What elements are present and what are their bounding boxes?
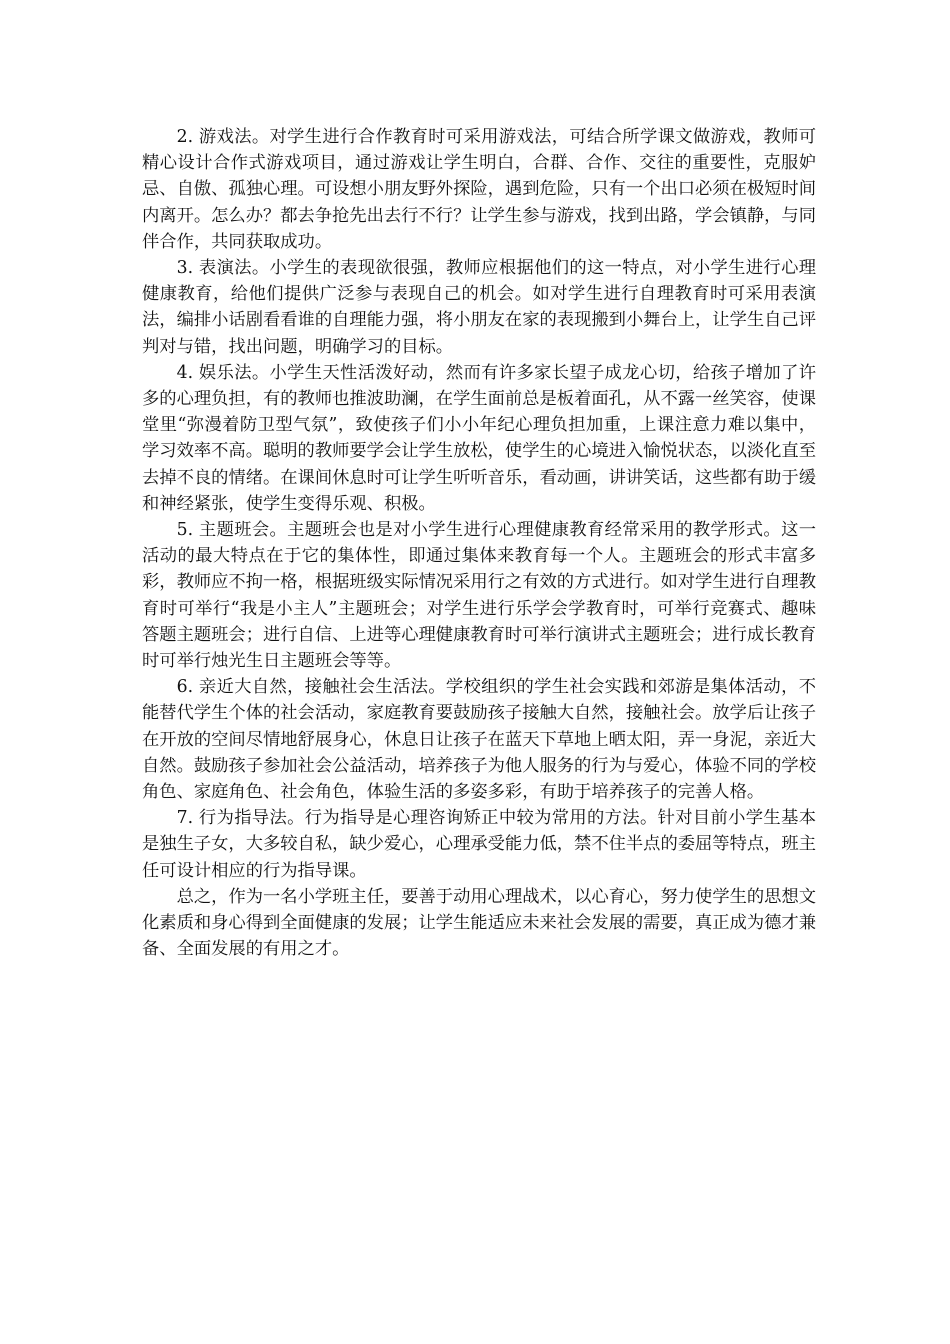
paragraph-behavior-guidance-method: 7. 行为指导法。行为指导是心理咨询矫正中较为常用的方法。针对目前小学生基本是独生子女，大多较自私，缺少爱心，心理承受能力低，禁不住半点的委屈等特点，班主任可设计相应的行为指导课。 bbox=[142, 808, 816, 881]
paragraph-game-method: 2. 游戏法。对学生进行合作教育时可采用游戏法，可结合所学课文做游戏，教师可精心设计合作式游戏项目，通过游戏让学生明白，合群、合作、交往的重要性，克服妒忌、自傲、孤独心理。可设想小朋友野外探险，遇到危险，只有一个出口必须在极短时间内离开。怎么办？都去争抢先出去行不行？让学生参与游戏，找到出路，学会镇静，与同伴合作，共同获取成功。 bbox=[142, 127, 816, 252]
paragraph-entertainment-method: 4. 娱乐法。小学生天性活泼好动，然而有许多家长望子成龙心切，给孩子增加了许多的心理负担，有的教师也推波助澜，在学生面前总是板着面孔，从不露一丝笑容，使课堂里“弥漫着防卫型气氛”，致使孩子们小小年纪心理负担加重，上课注意力难以集中，学习效率不高。聪明的教师要学会让学生放松，使学生的心境进入愉悦状态，以淡化直至去掉不良的情绪。在课间休息时可让学生听听音乐，看动画，讲讲笑话，这些都有助于缓和神经紧张，使学生变得乐观、积极。 bbox=[142, 362, 816, 514]
paragraph-theme-class-meeting: 5. 主题班会。主题班会也是对小学生进行心理健康教育经常采用的教学形式。这一活动的最大特点在于它的集体性，即通过集体来教育每一个人。主题班会的形式丰富多彩，教师应不拘一格，根据班级实际情况采用行之有效的方式进行。如对学生进行自理教育时可举行“我是小主人”主题班会；对学生进行乐学会学教育时，可举行竞赛式、趣味答题主题班会；进行自信、上进等心理健康教育时可举行演讲式主题班会；进行成长教育时可举行烛光生日主题班会等等。 bbox=[142, 520, 816, 672]
paragraph-performance-method: 3. 表演法。小学生的表现欲很强，教师应根据他们的这一特点，对小学生进行心理健康教育，给他们提供广泛参与表现自己的机会。如对学生进行自理教育时可采用表演法，编排小话剧看看谁的自理能力强，将小朋友在家的表现搬到小舞台上，让学生自己评判对与错，找出问题，明确学习的目标。 bbox=[142, 258, 816, 357]
document-body bbox=[142, 124, 816, 963]
paragraph-nature-society-method: 6. 亲近大自然，接触社会生活法。学校组织的学生社会实践和郊游是集体活动，不能替代学生个体的社会活动，家庭教育要鼓励孩子接触大自然，接触社会。放学后让孩子在开放的空间尽情地舒展身心，休息日让孩子在蓝天下草地上晒太阳，弄一身泥，亲近大自然。鼓励孩子参加社会公益活动，培养孩子为他人服务的行为与爱心，体验不同的学校角色、家庭角色、社会角色，体验生活的多姿多彩，有助于培养孩子的完善人格。 bbox=[142, 677, 816, 803]
paragraph-conclusion: 总之，作为一名小学班主任，要善于动用心理战术，以心育心，努力使学生的思想文化素质和身心得到全面健康的发展；让学生能适应未来社会发展的需要，真正成为德才兼备、全面发展的有用之才。 bbox=[142, 886, 817, 960]
